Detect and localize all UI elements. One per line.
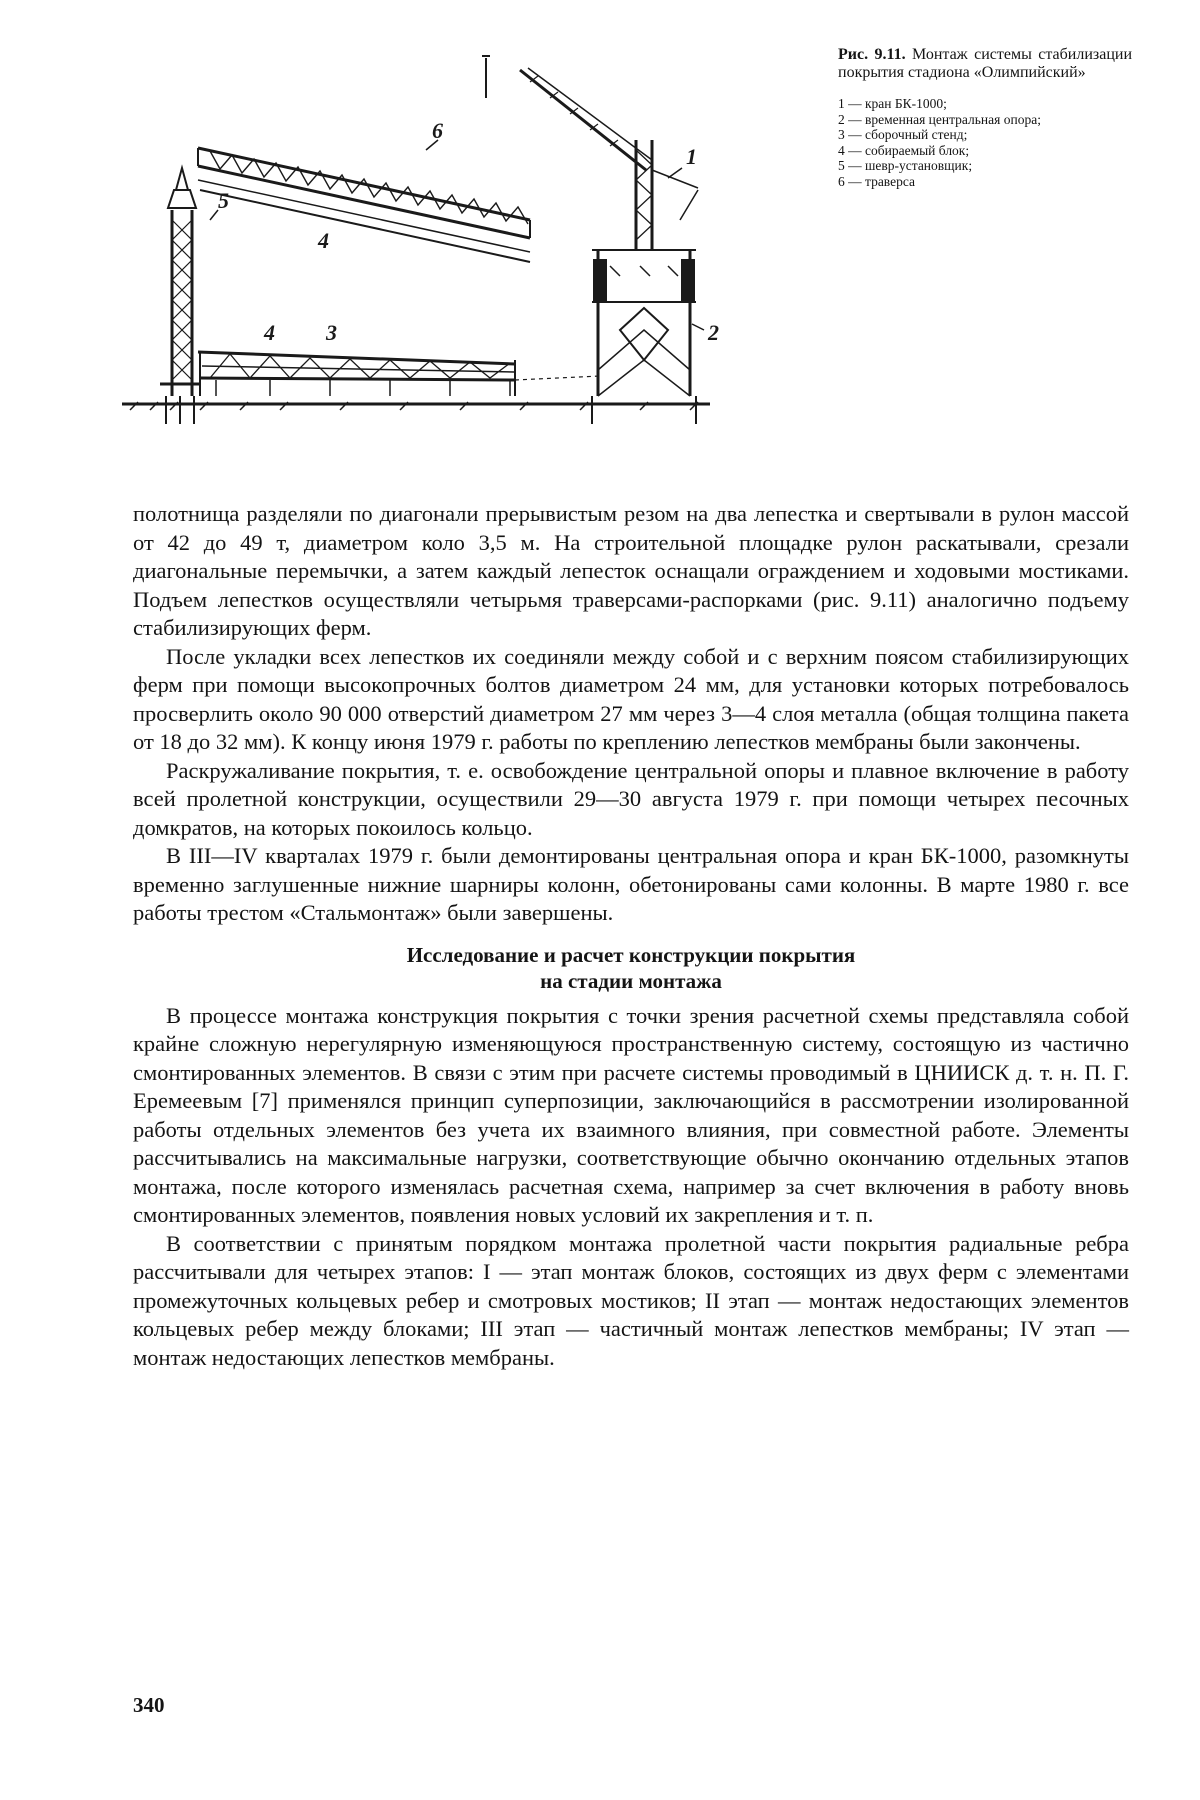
crane <box>482 56 698 250</box>
legend-item-6: 6 — траверса <box>838 173 915 189</box>
section-heading-line-2: на стадии монтажа <box>540 968 722 993</box>
callout-3: 3 <box>326 320 337 345</box>
page-number: 340 <box>133 1693 165 1717</box>
caption-title <box>838 46 1132 82</box>
central-support <box>592 250 696 424</box>
callout-2: 2 <box>708 320 719 345</box>
paragraph: полотнища разделяли по диагонали прерывистым резом на два лепестка и свертывали в рулон массой от 42 до 49 т, диаметром коло 3,5 м. На строительной площадке рулон раскатывали, срезали диагональные перемычки, а затем каждый лепесток оснащали ограждением и ходовыми мостиками. Подъем лепестков осуществляли четырьмя траверсами-распорками (рис. 9.11) аналогично подъему стабилизирующих ферм. <box>133 501 1129 640</box>
section-heading <box>133 942 1129 994</box>
paragraph: После укладки всех лепестков их соединяли между собой и с верхним поясом стабилизирующих ферм при помощи высокопрочных болтов диаметром 24 мм, для установки которых потребовалось просверлить около 90 000 отверстий диаметром 27 мм через 3—4 слоя металла (общая толщина пакета от 18 до 32 мм). К концу июня 1979 г. работы по креплению лепестков мембраны были закончены. <box>133 643 1129 754</box>
assembly-stand <box>198 352 515 396</box>
section-heading-line-1: Исследование и расчет конструкции покрытия <box>406 942 856 967</box>
cable-line <box>515 376 600 380</box>
paragraph: Раскружаливание покрытия, т. е. освобождение центральной опоры и плавное включение в работу всей пролетной конструкции, осуществили 29—30 августа 1979 г. при помощи четырех песочных домкратов, на которых покоилось кольцо. <box>133 757 1129 840</box>
shevr-installer <box>160 168 200 424</box>
legend-item-1: 1 — кран БК-1000; <box>838 96 947 111</box>
paragraph: В соответствии с принятым порядком монтажа пролетной части покрытия радиальные ребра рассчитывали для четырех этапов: I — этап монтаж блоков, состоящих из двух ферм с элементами промежуточных кольцевых ребер и смотровых мостиков; II этап — монтаж недостающих элементов кольцевых ребер между блоками; III этап — частичный монтаж лепестков мембраны; IV этап — монтаж недостающих лепестков мембраны. <box>133 1230 1129 1370</box>
figure-caption <box>838 46 1132 189</box>
figure-drawing <box>120 40 820 460</box>
legend-item-5: 5 — шевр-установщик; <box>838 158 973 173</box>
caption-text: Монтаж системы стабилизации покрытия стадиона «Олимпийский» <box>838 46 1132 81</box>
legend-item-4: 4 — собираемый блок; <box>838 142 970 158</box>
caption-label: Рис. 9.11. <box>838 46 906 63</box>
callout-1: 1 <box>686 144 697 169</box>
legend-item-2: 2 — временная центральная опора; <box>838 111 1041 127</box>
paragraph: В III—IV кварталах 1979 г. были демонтированы центральная опора и кран БК-1000, разомкнуты временно заглушенные нижние шарниры колонн, обетонированы сами колонны. В марте 1980 г. все работы трестом «Стальмонтаж» были завершены. <box>133 843 1129 925</box>
traverse-truss <box>198 148 530 262</box>
figure <box>120 40 1132 460</box>
body-text <box>133 500 1129 1372</box>
callout-4-bottom: 4 <box>264 320 275 345</box>
paragraph: В процессе монтажа конструкция покрытия с точки зрения расчетной схемы представляла собой крайне сложную нерегулярную изменяющуюся пространственную систему, состоящую из частично смонтированных элементов. В связи с этим при расчете системы проводимый в ЦНИИСК д. т. н. П. Г. Еремеевым [7] применялся принцип суперпозиции, заключающийся в рассмотрении изолированной работы отдельных элементов без учета их взаимного влияния, при совместной работе. Элементы рассчитывались на максимальные нагрузки, соответствующие обычно окончанию отдельных этапов монтажа, после которого изменялась расчетная схема, например за счет включения в работу вновь смонтированных элементов, появления новых условий их закрепления и т. п. <box>133 1002 1129 1227</box>
legend-item-3: 3 — сборочный стенд; <box>838 127 968 142</box>
callout-5: 5 <box>218 188 229 213</box>
callout-6: 6 <box>432 118 443 143</box>
callout-4-top: 4 <box>318 228 329 253</box>
figure-legend <box>838 96 1132 189</box>
